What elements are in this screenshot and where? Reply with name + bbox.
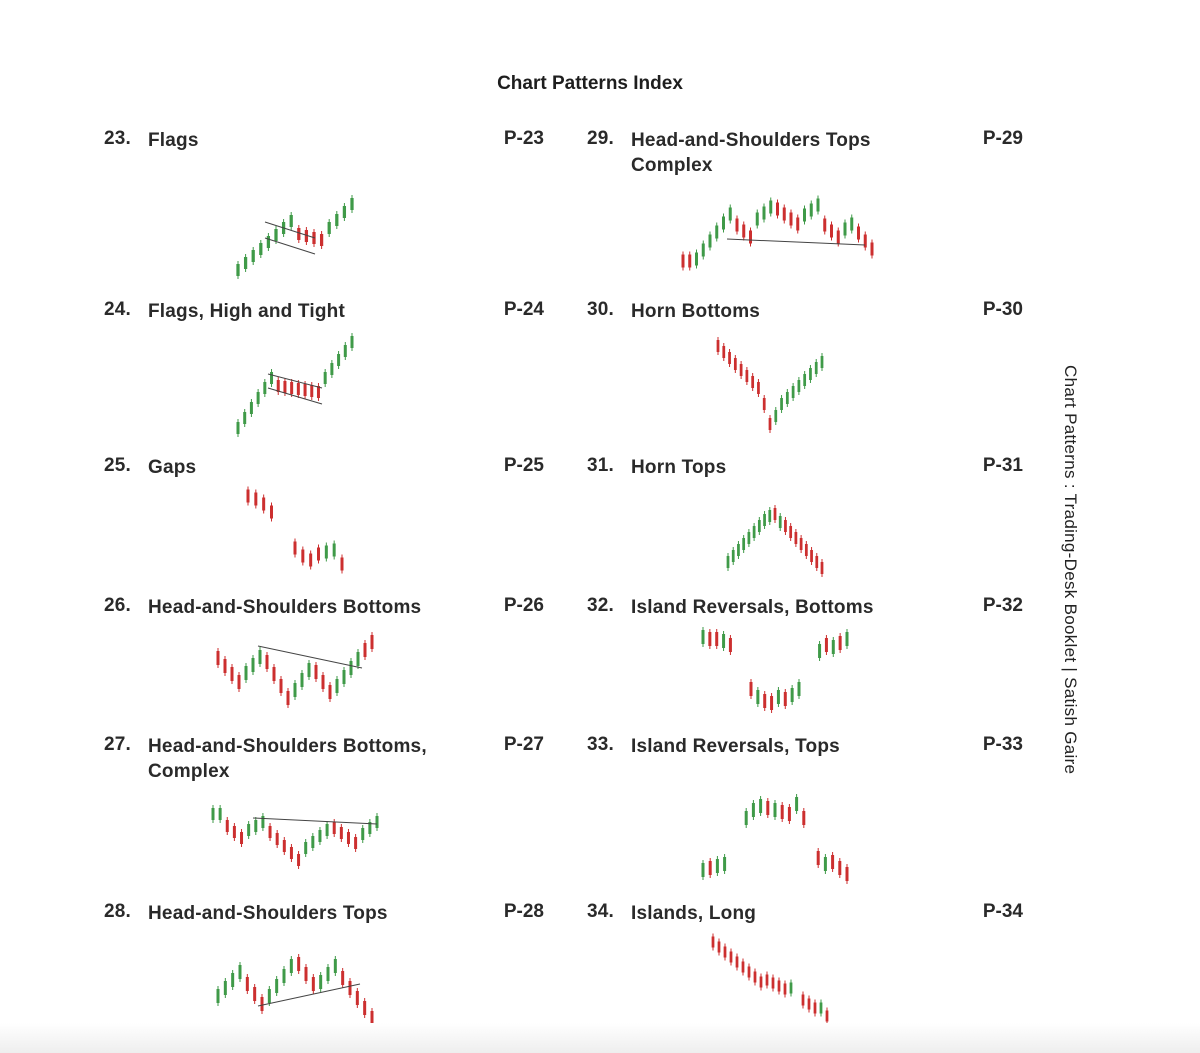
bullish-candle [250, 402, 253, 414]
bearish-candle [226, 820, 229, 832]
bullish-candle [803, 209, 806, 222]
bearish-candle [261, 997, 264, 1011]
bearish-candle [329, 685, 332, 699]
entry-number: 27. [104, 734, 132, 755]
bullish-candle [350, 198, 353, 210]
bearish-candle [728, 352, 731, 364]
bullish-candle [324, 372, 327, 384]
hs-bottoms-complex-pattern-figure [205, 800, 385, 880]
entry-number: 28. [104, 901, 132, 922]
bullish-candle [270, 372, 273, 384]
trend-line [268, 374, 322, 388]
bullish-candle [821, 356, 824, 368]
entry-name: Head-and-Shoulders Tops [148, 903, 388, 924]
hs-tops-complex-pattern-figure [675, 185, 880, 275]
bearish-candle [283, 381, 286, 393]
bearish-candle [831, 855, 834, 869]
bearish-candle [763, 694, 766, 708]
bearish-candle [830, 225, 833, 238]
bearish-candle [688, 255, 691, 268]
bullish-candle [790, 983, 793, 994]
bullish-candle [786, 392, 789, 404]
bearish-candle [301, 550, 304, 563]
bearish-candle [349, 981, 352, 995]
entry-name: Flags [148, 130, 199, 151]
trend-line [253, 818, 377, 824]
bullish-candle [319, 975, 322, 989]
bearish-candle [253, 987, 256, 1001]
bearish-candle [347, 832, 350, 844]
bearish-candle [320, 234, 323, 246]
bearish-candle [766, 801, 769, 815]
entry-page-number[interactable]: P-30 [982, 299, 1023, 320]
bullish-candle [350, 661, 353, 675]
bearish-candle [742, 962, 745, 973]
bullish-candle [774, 803, 777, 817]
bullish-candle [779, 516, 782, 528]
bullish-candle [768, 510, 771, 522]
entry-number: 24. [104, 299, 132, 320]
bearish-candle [309, 554, 312, 567]
bearish-candle [784, 692, 787, 706]
bullish-candle [283, 969, 286, 983]
bearish-candle [757, 382, 760, 394]
bullish-candle [245, 666, 248, 680]
entry-page-number[interactable]: P-32 [982, 595, 1023, 616]
bearish-candle [340, 827, 343, 839]
bearish-candle [712, 937, 715, 948]
bearish-candle [748, 967, 751, 978]
bearish-candle [825, 638, 828, 652]
bearish-candle [770, 696, 773, 710]
bearish-candle [717, 340, 720, 352]
entry-number: 32. [587, 595, 615, 616]
bearish-candle [857, 227, 860, 240]
bullish-candle [237, 422, 240, 434]
bearish-candle [730, 952, 733, 963]
bearish-candle [736, 957, 739, 968]
entry-name: Islands, Long [631, 903, 757, 924]
bearish-candle [277, 380, 280, 392]
bearish-candle [333, 822, 336, 834]
bullish-candle [247, 824, 250, 836]
bearish-candle [781, 805, 784, 819]
bullish-candle [261, 816, 264, 828]
bearish-candle [760, 977, 763, 988]
bullish-candle [336, 679, 339, 693]
bearish-candle [776, 203, 779, 216]
bearish-candle [810, 550, 813, 562]
bearish-candle [808, 999, 811, 1010]
bearish-candle [722, 346, 725, 358]
bearish-candle [826, 1011, 829, 1022]
island-reversals-bottoms-pattern-figure [695, 625, 855, 720]
bearish-candle [233, 826, 236, 838]
bullish-candle [231, 973, 234, 987]
bearish-candle [789, 526, 792, 538]
bullish-candle [850, 218, 853, 231]
bearish-candle [754, 972, 757, 983]
bullish-candle [301, 673, 304, 687]
bearish-candle [354, 837, 357, 849]
bearish-candle [817, 851, 820, 865]
bullish-candle [817, 199, 820, 212]
bearish-candle [763, 398, 766, 410]
horn-bottoms-pattern-figure [710, 334, 830, 442]
bullish-candle [745, 811, 748, 825]
bearish-candle [283, 840, 286, 852]
horn-tops-pattern-figure [720, 486, 830, 582]
bullish-candle [702, 630, 705, 644]
bearish-candle [682, 255, 685, 268]
bullish-candle [290, 215, 293, 227]
entry-name: Flags, High and Tight [148, 301, 346, 322]
bullish-candle [252, 658, 255, 672]
bullish-candle [748, 532, 751, 544]
bearish-candle [724, 947, 727, 958]
islands-long-pattern-figure [705, 934, 835, 1028]
bearish-candle [262, 498, 265, 511]
entry-number: 34. [587, 901, 615, 922]
bearish-candle [815, 556, 818, 568]
bearish-candle [297, 854, 300, 866]
bullish-candle [844, 223, 847, 236]
bullish-candle [318, 830, 321, 842]
entry-page-number[interactable]: P-34 [982, 901, 1023, 922]
bearish-candle [364, 643, 367, 657]
entry-number: 33. [587, 734, 615, 755]
bullish-candle [846, 632, 849, 646]
entry-page-number[interactable]: P-26 [503, 595, 544, 616]
bearish-candle [774, 508, 777, 520]
bullish-candle [252, 250, 255, 262]
bearish-candle [224, 659, 227, 673]
bullish-candle [244, 257, 247, 269]
bearish-candle [839, 636, 842, 650]
bearish-candle [821, 562, 824, 574]
bullish-candle [756, 213, 759, 226]
bullish-candle [795, 797, 798, 811]
gaps-pattern-figure [240, 484, 350, 580]
bearish-candle [270, 506, 273, 519]
bullish-candle [737, 544, 740, 556]
entry-name: Horn Tops [631, 457, 727, 478]
bullish-candle [304, 842, 307, 854]
bullish-candle [328, 222, 331, 234]
bullish-candle [759, 799, 762, 813]
bearish-candle [823, 219, 826, 232]
entry-page-number[interactable]: P-24 [503, 299, 544, 320]
bullish-candle [263, 382, 266, 394]
entry-page-number[interactable]: P-28 [503, 901, 544, 922]
flags-high-tight-pattern-figure [230, 332, 360, 442]
bullish-candle [326, 824, 329, 836]
entry-name: Head-and-Shoulders Tops Complex [631, 130, 871, 176]
entry-page-number[interactable]: P-31 [982, 455, 1023, 476]
bullish-candle [723, 857, 726, 871]
bearish-candle [805, 544, 808, 556]
bearish-candle [341, 971, 344, 985]
entry-number: 31. [587, 455, 615, 476]
page-edge-shadow [0, 1023, 1200, 1053]
bearish-candle [736, 219, 739, 232]
bullish-candle [376, 816, 379, 828]
bullish-candle [351, 336, 354, 348]
bullish-candle [257, 392, 260, 404]
bearish-candle [312, 977, 315, 991]
bearish-candle [356, 991, 359, 1005]
bullish-candle [335, 214, 338, 226]
bearish-candle [772, 978, 775, 989]
bearish-candle [371, 635, 374, 649]
bullish-candle [756, 690, 759, 704]
bullish-candle [702, 863, 705, 877]
bearish-candle [310, 385, 313, 397]
entry-name: Head-and-Shoulders Bottoms [148, 597, 422, 618]
bullish-candle [791, 688, 794, 702]
bearish-candle [297, 383, 300, 395]
bullish-candle [780, 398, 783, 410]
bearish-candle [729, 638, 732, 652]
bullish-candle [330, 363, 333, 375]
bearish-candle [802, 811, 805, 825]
bearish-candle [740, 364, 743, 376]
entry-page-number[interactable]: P-33 [982, 734, 1023, 755]
bearish-candle [751, 376, 754, 388]
bearish-candle [240, 832, 243, 844]
bullish-candle [259, 650, 262, 664]
entry-page-number[interactable]: P-29 [982, 128, 1023, 149]
bullish-candle [224, 981, 227, 995]
bearish-candle [304, 384, 307, 396]
bullish-candle [275, 979, 278, 993]
bearish-candle [363, 1001, 366, 1015]
bearish-candle [315, 665, 318, 679]
bearish-candle [814, 1003, 817, 1014]
bullish-candle [824, 857, 827, 871]
entry-name: Head-and-Shoulders Bottoms, Complex [148, 736, 427, 782]
bearish-candle [276, 833, 279, 845]
bullish-candle [311, 836, 314, 848]
bullish-candle [732, 550, 735, 562]
entry-name: Horn Bottoms [631, 301, 761, 322]
bullish-candle [239, 965, 242, 979]
bearish-candle [287, 691, 290, 705]
bullish-candle [832, 640, 835, 654]
bearish-candle [749, 231, 752, 244]
bearish-candle [294, 542, 297, 555]
bearish-candle [266, 655, 269, 669]
bullish-candle [769, 201, 772, 214]
bearish-candle [846, 867, 849, 881]
bullish-candle [325, 546, 328, 559]
bullish-candle [753, 526, 756, 538]
bearish-candle [708, 632, 711, 646]
bullish-candle [820, 1003, 823, 1014]
entry-name: Island Reversals, Bottoms [631, 597, 874, 618]
bearish-candle [795, 532, 798, 544]
bullish-candle [219, 808, 222, 820]
bearish-candle [718, 942, 721, 953]
bearish-candle [290, 847, 293, 859]
entry-number: 26. [104, 595, 132, 616]
entry-name: Gaps [148, 457, 197, 478]
bullish-candle [742, 538, 745, 550]
bullish-candle [727, 556, 730, 568]
bearish-candle [254, 493, 257, 506]
bearish-candle [290, 382, 293, 394]
bearish-candle [231, 667, 234, 681]
bearish-candle [750, 682, 753, 696]
bearish-candle [864, 235, 867, 248]
bullish-candle [709, 235, 712, 248]
page-title: Chart Patterns Index [497, 73, 683, 94]
bullish-candle [343, 206, 346, 218]
bearish-candle [837, 231, 840, 244]
island-reversals-tops-pattern-figure [695, 788, 855, 888]
entry-page-number[interactable]: P-25 [503, 455, 544, 476]
bullish-candle [243, 412, 246, 424]
bullish-candle [803, 374, 806, 386]
bullish-candle [217, 989, 220, 1003]
bullish-candle [274, 229, 277, 241]
bullish-candle [729, 208, 732, 221]
bearish-candle [769, 418, 772, 430]
entry-number: 23. [104, 128, 132, 149]
bullish-candle [722, 217, 725, 230]
bullish-candle [809, 368, 812, 380]
bearish-candle [802, 995, 805, 1006]
trend-line [258, 984, 360, 1006]
side-running-title: Chart Patterns : Trading-Desk Booklet | Satish Gaire [1061, 365, 1080, 775]
bullish-candle [334, 959, 337, 973]
trend-line [268, 388, 322, 404]
bullish-candle [254, 820, 257, 832]
bullish-candle [337, 354, 340, 366]
bearish-candle [341, 558, 344, 571]
bearish-candle [766, 975, 769, 986]
entry-page-number[interactable]: P-23 [503, 128, 544, 149]
bearish-candle [790, 213, 793, 226]
bullish-candle [774, 410, 777, 422]
bullish-candle [290, 959, 293, 973]
entry-number: 29. [587, 128, 615, 149]
bullish-candle [815, 362, 818, 374]
bullish-candle [716, 859, 719, 873]
bearish-candle [746, 370, 749, 382]
bullish-candle [361, 828, 364, 840]
entry-number: 25. [104, 455, 132, 476]
bearish-candle [322, 675, 325, 689]
bearish-candle [297, 228, 300, 240]
bullish-candle [702, 244, 705, 257]
bearish-candle [871, 243, 874, 256]
bearish-candle [269, 826, 272, 838]
bullish-candle [695, 253, 698, 266]
bullish-candle [236, 264, 239, 276]
flags-pattern-figure [230, 182, 360, 290]
bearish-candle [796, 218, 799, 231]
bearish-candle [280, 679, 283, 693]
bullish-candle [792, 386, 795, 398]
bearish-candle [788, 807, 791, 821]
hs-bottoms-pattern-figure [210, 628, 380, 720]
bullish-candle [752, 803, 755, 817]
bullish-candle [810, 204, 813, 217]
bearish-candle [742, 225, 745, 238]
bullish-candle [763, 207, 766, 220]
bullish-candle [763, 514, 766, 526]
bullish-candle [259, 243, 262, 255]
bullish-candle [268, 989, 271, 1003]
bullish-candle [777, 690, 780, 704]
entry-name: Island Reversals, Tops [631, 736, 840, 757]
bearish-candle [784, 984, 787, 995]
bearish-candle [247, 490, 250, 503]
bullish-candle [343, 670, 346, 684]
trend-line [727, 239, 865, 245]
bullish-candle [758, 520, 761, 532]
bullish-candle [308, 663, 311, 677]
bullish-candle [798, 682, 801, 696]
bearish-candle [305, 967, 308, 981]
bullish-candle [333, 544, 336, 557]
bearish-candle [800, 538, 803, 550]
bearish-candle [783, 208, 786, 221]
bullish-candle [715, 226, 718, 239]
bearish-candle [778, 981, 781, 992]
bearish-candle [709, 861, 712, 875]
bullish-candle [722, 634, 725, 648]
bearish-candle [715, 632, 718, 646]
bearish-candle [734, 358, 737, 370]
bullish-candle [267, 236, 270, 248]
bullish-candle [798, 380, 801, 392]
bullish-candle [818, 644, 821, 658]
bullish-candle [344, 345, 347, 357]
bullish-candle [294, 683, 297, 697]
entry-page-number[interactable]: P-27 [503, 734, 544, 755]
bearish-candle [317, 548, 320, 561]
bearish-candle [297, 957, 300, 971]
bearish-candle [784, 520, 787, 532]
hs-tops-pattern-figure [210, 934, 380, 1026]
bullish-candle [212, 808, 215, 820]
bullish-candle [357, 652, 360, 666]
bearish-candle [246, 977, 249, 991]
bearish-candle [238, 675, 241, 689]
bullish-candle [327, 967, 330, 981]
entry-number: 30. [587, 299, 615, 320]
bearish-candle [273, 667, 276, 681]
bearish-candle [838, 861, 841, 875]
bearish-candle [217, 651, 220, 665]
